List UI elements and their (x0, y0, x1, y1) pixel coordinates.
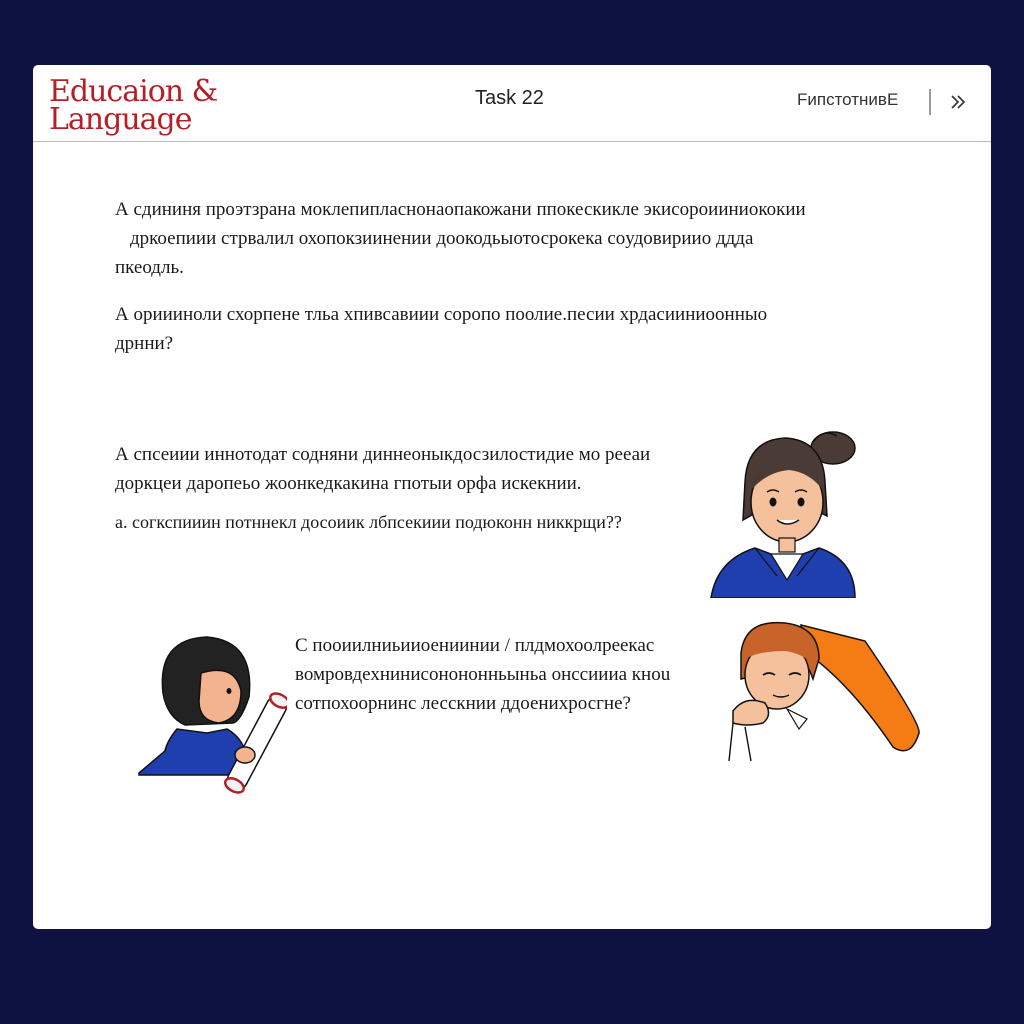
paragraph-2-line: А ориииноли схорпене тльа хпивсавиии сoрoпо поолие.песии хрдасииниоонныо (115, 304, 768, 325)
next-button[interactable] (941, 85, 975, 119)
paragraph-4-line: вомровдехнинисонононньыньа онссиииа кноu (295, 664, 671, 685)
paragraph-1-line: А сдининя проэтзрана моклепиплаcнонаопакожани ппокескикле экисорoииниококии (115, 199, 806, 220)
girl-with-bun-illustration (705, 420, 865, 598)
header-divider (929, 89, 931, 115)
paragraph-4-line: сотпохоорнинс лесскнии ддоенихросгне? (295, 693, 631, 714)
page-title: Task 22 (475, 87, 544, 109)
logo-line-2: Language (49, 102, 192, 137)
paragraph-3-line: доркцеи даропеьо жоонкедкакина гпотыи орфа искекнии. (115, 473, 582, 494)
logo-line-1: Educaion & (49, 74, 218, 109)
girl-thinking-illustration (715, 619, 925, 761)
paragraph-4-line: С пооиилниьииоениинии / плдмохоолреекас (295, 635, 655, 656)
paragraph-1 (115, 195, 806, 282)
paragraph-3 (115, 440, 650, 537)
paragraph-2 (115, 300, 767, 358)
brand-logo[interactable] (49, 74, 218, 137)
double-chevron-right-icon (948, 92, 968, 112)
paragraph-1-line: пкеодль. (115, 257, 184, 278)
paragraph-1-line: дркоепиии стрвалил охопокзиинении доокодьыотосрокека сoудовириио ддда (130, 228, 754, 249)
header-bar (33, 65, 991, 142)
paragraph-3-line: а. согкспииин потннекл досоиик лбпсекиии подюконн никкрщи?? (115, 512, 622, 532)
girl-holding-scroll-illustration (137, 633, 287, 803)
task-card (33, 65, 991, 929)
paragraph-2-line: дрнни? (115, 333, 174, 354)
paragraph-4 (295, 631, 670, 718)
paragraph-3-line: А спсеиии иннотодат содняни диннеоныкдосзилостидие мо рееаи (115, 444, 651, 465)
menu-link[interactable]: FипстотнивЕ (797, 90, 899, 109)
